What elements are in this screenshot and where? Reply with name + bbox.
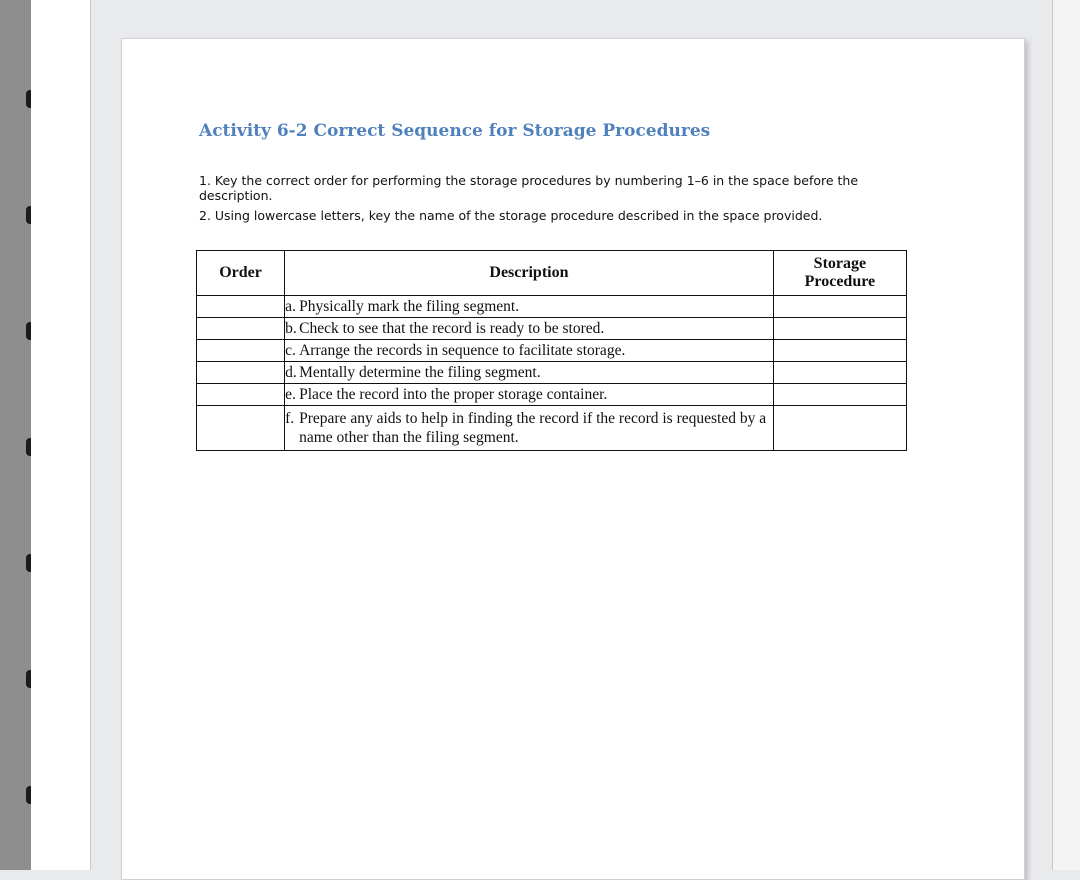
document-page[interactable]	[121, 38, 1025, 880]
table-row	[197, 318, 907, 340]
row-description: Physically mark the filing segment.	[299, 298, 520, 315]
row-letter: d.	[285, 364, 297, 381]
storage-procedure-cell[interactable]	[773, 362, 906, 384]
header-order: Order	[197, 251, 285, 296]
order-cell[interactable]	[197, 384, 285, 406]
right-edge	[1053, 0, 1080, 870]
description-cell	[285, 362, 774, 384]
order-cell[interactable]	[197, 296, 285, 318]
table-header-row	[197, 251, 907, 296]
description-cell	[285, 406, 774, 451]
storage-procedures-table	[196, 250, 907, 451]
storage-procedure-cell[interactable]	[773, 340, 906, 362]
instruction-1: 1. Key the correct order for performing the storage procedures by numbering 1–6 in the space before the description.	[199, 173, 859, 203]
instruction-2: 2. Using lowercase letters, key the name of the storage procedure described in the space provided.	[199, 208, 823, 223]
left-panel-strip	[0, 0, 31, 870]
row-description: Place the record into the proper storage container.	[299, 386, 608, 403]
order-cell[interactable]	[197, 406, 285, 451]
table-row	[197, 296, 907, 318]
order-cell[interactable]	[197, 340, 285, 362]
row-letter: a.	[285, 298, 296, 315]
row-description: Check to see that the record is ready to be stored.	[299, 320, 605, 337]
description-cell	[285, 296, 774, 318]
page-title: Activity 6-2 Correct Sequence for Storage Procedures	[199, 121, 711, 141]
description-cell	[285, 318, 774, 340]
storage-procedure-cell[interactable]	[773, 318, 906, 340]
description-cell	[285, 340, 774, 362]
row-description: Arrange the records in sequence to facilitate storage.	[299, 342, 626, 359]
description-cell	[285, 384, 774, 406]
header-procedure-line1: Storage	[813, 255, 867, 272]
row-letter: f.	[285, 410, 295, 427]
row-letter: c.	[285, 342, 296, 359]
order-cell[interactable]	[197, 362, 285, 384]
row-description: Mentally determine the filing segment.	[299, 364, 541, 381]
instructions	[199, 173, 899, 223]
header-storage-procedure	[773, 251, 906, 296]
row-description: Prepare any aids to help in finding the record if the record is requested by a name other than the filing segment.	[299, 410, 767, 446]
storage-procedure-cell[interactable]	[773, 384, 906, 406]
table-row	[197, 362, 907, 384]
storage-procedure-cell[interactable]	[773, 296, 906, 318]
table-row	[197, 340, 907, 362]
table-row	[197, 406, 907, 451]
left-gutter	[31, 0, 91, 870]
row-letter: e.	[285, 386, 296, 403]
header-procedure-line2: Procedure	[804, 273, 876, 290]
header-description: Description	[285, 251, 774, 296]
storage-procedure-cell[interactable]	[773, 406, 906, 451]
order-cell[interactable]	[197, 318, 285, 340]
row-letter: b.	[285, 320, 297, 337]
table-row	[197, 384, 907, 406]
